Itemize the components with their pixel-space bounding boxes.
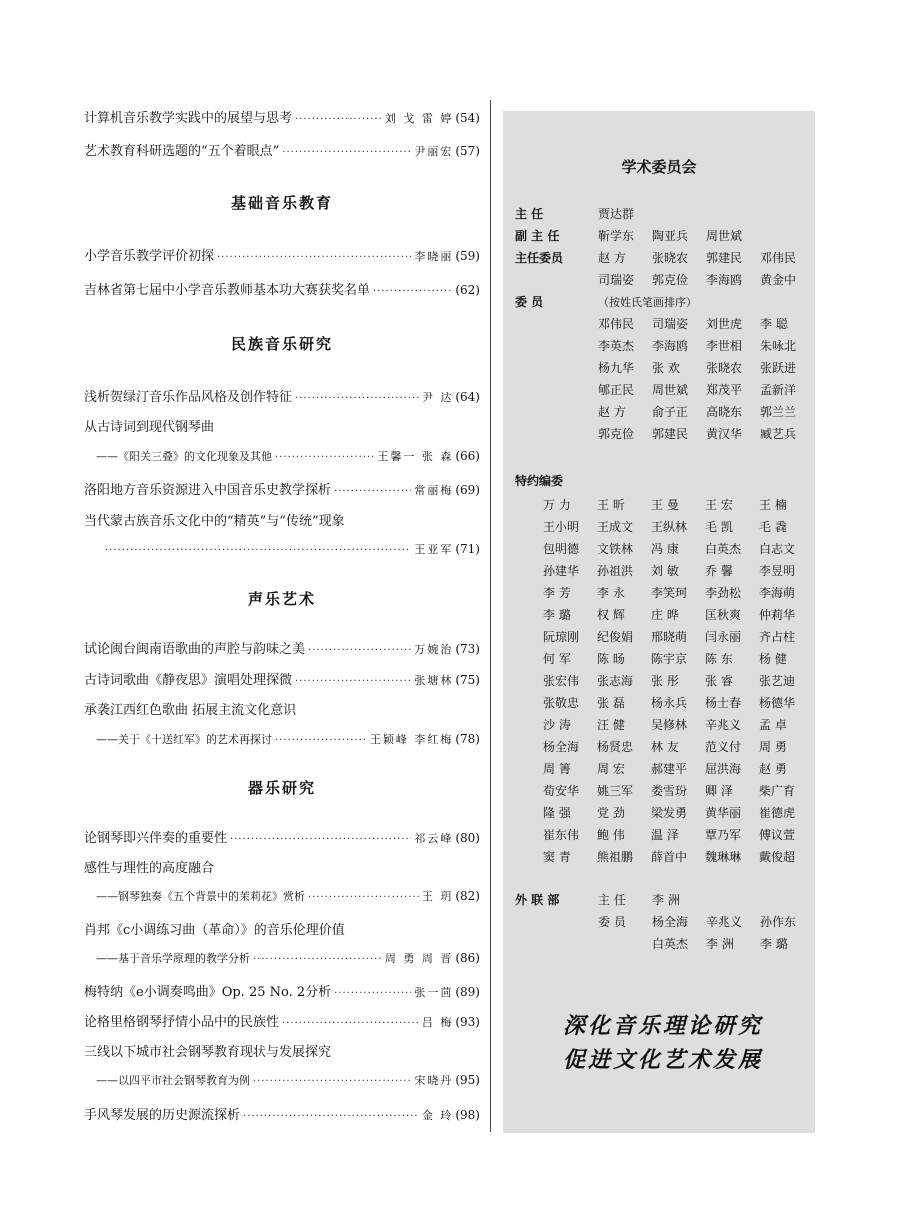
person-name: 郭克俭: [652, 273, 689, 287]
toc-entry[interactable]: [84, 857, 480, 881]
name-row: [543, 782, 813, 804]
person-name: 张宏伟: [543, 674, 580, 688]
person-name: 李 璐: [760, 937, 788, 951]
person-name: 张 欢: [652, 361, 680, 375]
toc-entry[interactable]: [84, 638, 480, 662]
toc-entry[interactable]: [84, 699, 480, 723]
entry-author: 王亚军: [414, 543, 454, 556]
entry-author: 王颖峰 李红梅: [369, 733, 454, 746]
entry-title: 浅析贺绿汀音乐作品风格及创作特征: [84, 390, 293, 405]
person-name: 黄汉华: [706, 427, 743, 441]
person-name: 李 聪: [760, 317, 788, 331]
editors-list: [543, 496, 813, 870]
entry-subtitle: ——以四平市社会钢琴教育为例: [96, 1074, 250, 1087]
person-name: 靳学东: [598, 229, 635, 243]
toc-entry[interactable]: [84, 919, 480, 943]
person-name: 孙祖洪: [597, 564, 634, 578]
slogan-line: 促进文化艺术发展: [562, 1048, 763, 1073]
person-name: 王小明: [543, 520, 580, 534]
name-row: [652, 935, 814, 952]
name-row: [598, 381, 814, 398]
person-name: 王 昕: [597, 498, 625, 512]
person-name: 汪 健: [597, 718, 625, 732]
person-name: 梁发勇: [651, 806, 688, 820]
name-row: [543, 826, 813, 848]
person-name: 张 彤: [651, 674, 679, 688]
name-row: [598, 249, 814, 266]
name-row: [543, 628, 813, 650]
person-name: 郭克俭: [598, 427, 635, 441]
role-label: 主 任: [598, 893, 626, 907]
person-name: 孟 卓: [759, 718, 787, 732]
person-name: 张志海: [597, 674, 634, 688]
person-name: 陶亚兵: [652, 229, 689, 243]
toc-subentry[interactable]: [84, 950, 480, 974]
toc-entry[interactable]: [84, 479, 480, 503]
person-name: 李劲松: [705, 586, 742, 600]
person-name: 司瑞姿: [652, 317, 689, 331]
entry-author: 李晓丽: [414, 250, 454, 263]
entry-subtitle: ——基于音乐学原理的教学分析: [96, 952, 250, 965]
toc-subentry[interactable]: [84, 448, 480, 472]
person-name: 毛 凯: [705, 520, 733, 534]
person-name: 王 楠: [759, 498, 787, 512]
toc-entry[interactable]: [84, 386, 480, 410]
entry-title: 计算机音乐教学实践中的展望与思考: [84, 111, 293, 126]
entry-author: 王 玥: [421, 890, 454, 903]
entry-title: 当代蒙古族音乐文化中的“精英”与“传统”现象: [84, 514, 345, 529]
person-name: 朱咏北: [760, 339, 797, 353]
entry-page: (62): [455, 283, 480, 297]
person-name: 柴广育: [759, 784, 796, 798]
entry-title: 手风琴发展的历史源流探析: [84, 1108, 241, 1123]
person-name: 赵 方: [598, 405, 626, 419]
person-name: 郑茂平: [706, 383, 743, 397]
person-name: 陈 东: [705, 652, 733, 666]
toc-entry[interactable]: [84, 827, 480, 851]
person-name: 周世斌: [652, 383, 689, 397]
entry-author: 刘 戈 雷 婷: [384, 112, 454, 125]
person-name: 李海鸥: [652, 339, 689, 353]
name-row: [598, 227, 760, 244]
person-name: 张跃进: [760, 361, 797, 375]
entry-page: (75): [455, 673, 480, 687]
column-divider: [490, 100, 491, 1132]
name-row: [543, 584, 813, 606]
role-label: 委 员: [598, 915, 626, 929]
name-row: [598, 425, 814, 442]
person-name: 薛首中: [651, 850, 688, 864]
entry-title: 三线以下城市社会钢琴教育现状与发展探究: [84, 1045, 332, 1060]
entry-title: 论格里格钢琴抒情小品中的民族性: [84, 1015, 280, 1030]
entry-title: 论钢琴即兴伴奏的重要性: [84, 831, 228, 846]
person-name: 郭建民: [706, 251, 743, 265]
person-name: 张敬忠: [543, 696, 580, 710]
person-name: 李英杰: [598, 339, 635, 353]
person-name: 郭兰兰: [760, 405, 797, 419]
toc-subentry[interactable]: [84, 541, 480, 565]
entry-title: 梅特纳《e小调奏鸣曲》Op. 25 No. 2分析: [84, 985, 332, 1000]
entry-title: 承袭江西红色歌曲 拓展主流文化意识: [84, 703, 297, 718]
person-name: 吴修林: [651, 718, 688, 732]
name-row: [598, 337, 814, 354]
entry-page: (59): [455, 249, 480, 263]
toc-subentry[interactable]: [84, 1072, 480, 1096]
entry-title: 古诗词歌曲《静夜思》演唱处理探微: [84, 673, 293, 688]
entry-page: (57): [455, 144, 480, 158]
entry-author: 张塘林: [414, 674, 454, 687]
person-name: 卿 泽: [705, 784, 733, 798]
toc-entry[interactable]: [84, 1041, 480, 1065]
person-name: 阮琼刚: [543, 630, 580, 644]
person-name: 鲍 伟: [597, 828, 625, 842]
name-row: [543, 694, 813, 716]
role-label: 主任委员: [515, 251, 564, 265]
sort-note: （按姓氏笔画排序）: [598, 296, 697, 309]
editorial-board-panel: [503, 111, 815, 1133]
person-name: 姚三军: [597, 784, 634, 798]
toc-entry[interactable]: [84, 1011, 480, 1035]
person-name: 荀安华: [543, 784, 580, 798]
person-name: 乔 馨: [705, 564, 733, 578]
entry-title: 感性与理性的高度融合: [84, 861, 215, 876]
person-name: 周 勇: [759, 740, 787, 754]
entry-author: 尹 达: [421, 391, 454, 404]
person-name: 李海鸥: [706, 273, 743, 287]
person-name: 周 箐: [543, 762, 571, 776]
person-name: 杨 健: [759, 652, 787, 666]
entry-title: 从古诗词到现代钢琴曲: [84, 420, 215, 435]
entry-page: (69): [455, 483, 480, 497]
person-name: 王成文: [597, 520, 634, 534]
entry-author: 王馨一 张 森: [377, 450, 454, 463]
person-name: 邓伟民: [760, 251, 797, 265]
person-name: 杨贤忠: [597, 740, 634, 754]
person-name: 李海萌: [759, 586, 796, 600]
person-name: 周 宏: [597, 762, 625, 776]
name-row: [543, 606, 813, 628]
person-name: 杨德华: [759, 696, 796, 710]
name-row: [598, 205, 652, 222]
name-row: [543, 518, 813, 540]
person-name: 杨永兵: [651, 696, 688, 710]
name-row: [543, 496, 813, 518]
person-name: 党 劲: [597, 806, 625, 820]
entry-author: 金 玲: [421, 1109, 454, 1122]
person-name: 李昱明: [759, 564, 796, 578]
person-name: 林 友: [651, 740, 679, 754]
person-name: 王 宏: [705, 498, 733, 512]
person-name: 张晓农: [706, 361, 743, 375]
person-name: 文铁林: [597, 542, 634, 556]
person-name: 杨士春: [705, 696, 742, 710]
name-row: [598, 913, 814, 930]
person-name: 孟新洋: [760, 383, 797, 397]
person-name: 赵 勇: [759, 762, 787, 776]
person-name: 范义付: [705, 740, 742, 754]
person-name: 贾达群: [598, 207, 635, 221]
name-row: [543, 848, 813, 870]
entry-page: (89): [455, 985, 480, 999]
entry-author: 宋晓丹: [414, 1074, 454, 1087]
person-name: 戴俊超: [759, 850, 796, 864]
entry-subtitle: ——关于《十送红军》的艺术再探讨: [96, 733, 272, 746]
entry-page: (86): [455, 951, 480, 965]
entry-page: (80): [455, 831, 480, 845]
entry-author: 吕 梅: [421, 1016, 454, 1029]
person-name: 闫永丽: [705, 630, 742, 644]
person-name: 熊祖鹏: [597, 850, 634, 864]
person-name: 郇正民: [598, 383, 635, 397]
name-row: [598, 315, 814, 332]
person-name: 匡秋爽: [705, 608, 742, 622]
name-row: [543, 760, 813, 782]
person-name: 邢晓萌: [651, 630, 688, 644]
entry-author: 祁云峰: [414, 832, 454, 845]
entry-page: (54): [455, 111, 480, 125]
entry-title: 艺术教育科研选题的“五个着眼点”: [84, 144, 280, 159]
name-row: [543, 716, 813, 738]
toc-subentry[interactable]: [84, 731, 480, 755]
person-name: 傅议萱: [759, 828, 796, 842]
entry-title: 试论闽台闽南语歌曲的声腔与韵味之美: [84, 642, 306, 657]
name-row: [543, 562, 813, 584]
toc-entry[interactable]: [84, 279, 480, 303]
person-name: 辛兆义: [705, 718, 742, 732]
person-name: 李世相: [706, 339, 743, 353]
entry-title: 小学音乐教学评价初探: [84, 249, 215, 264]
person-name: 黄华丽: [705, 806, 742, 820]
toc-subentry[interactable]: [84, 888, 480, 912]
person-name: 张晓农: [652, 251, 689, 265]
person-name: 陈 旸: [597, 652, 625, 666]
person-name: 杨九华: [598, 361, 635, 375]
entry-subtitle: ——《阳关三叠》的文化现象及其他: [96, 450, 272, 463]
person-name: 邓伟民: [598, 317, 635, 331]
person-name: 纪俊娟: [597, 630, 634, 644]
entry-page: (82): [455, 889, 480, 903]
entry-author: 尹丽宏: [414, 145, 454, 158]
person-name: 毛 毳: [759, 520, 787, 534]
person-name: 魏琳琳: [705, 850, 742, 864]
toc-entry[interactable]: [84, 1104, 480, 1128]
person-name: 沙 涛: [543, 718, 571, 732]
toc-entry[interactable]: [84, 416, 480, 440]
person-name: 刘 敏: [651, 564, 679, 578]
person-name: 王纵林: [651, 520, 688, 534]
person-name: 白英杰: [705, 542, 742, 556]
person-name: 温 泽: [651, 828, 679, 842]
person-name: 李笑珂: [651, 586, 688, 600]
person-name: 仲莉华: [759, 608, 796, 622]
person-name: 高晓东: [706, 405, 743, 419]
person-name: 杨全海: [543, 740, 580, 754]
name-row: [598, 271, 814, 288]
person-name: 包明德: [543, 542, 580, 556]
person-name: 司瑞姿: [598, 273, 635, 287]
person-name: 孙建华: [543, 564, 580, 578]
entry-title: 肖邦《c小调练习曲（革命）》的音乐伦理价值: [84, 923, 345, 938]
person-name: 臧艺兵: [760, 427, 797, 441]
name-row: [543, 804, 813, 826]
person-name: 张 睿: [705, 674, 733, 688]
entry-title: 吉林省第七届中小学音乐教师基本功大赛获奖名单: [84, 283, 371, 298]
person-name: 李 璐: [543, 608, 571, 622]
toc-entry[interactable]: [84, 510, 480, 534]
slogan-line: 深化音乐理论研究: [562, 1014, 763, 1039]
entry-author: 万婉治: [414, 643, 454, 656]
person-name: 庄 晔: [651, 608, 679, 622]
role-label: 外 联 部: [515, 893, 560, 907]
toc-entry[interactable]: [84, 669, 480, 693]
person-name: 万 力: [543, 498, 571, 512]
person-name: 白志文: [759, 542, 796, 556]
toc-entry[interactable]: [84, 140, 480, 164]
person-name: 杨全海: [652, 915, 689, 929]
entry-page: (98): [455, 1108, 480, 1122]
name-row: [543, 540, 813, 562]
role-label: 委 员: [515, 295, 544, 309]
entry-page: (73): [455, 642, 480, 656]
name-row: [598, 359, 814, 376]
person-name: 白英杰: [652, 937, 689, 951]
name-row: [598, 891, 706, 908]
name-row: [543, 738, 813, 760]
person-name: 覃乃军: [705, 828, 742, 842]
person-name: 刘世虎: [706, 317, 743, 331]
person-name: 李 芳: [543, 586, 571, 600]
entry-page: (78): [455, 732, 480, 746]
person-name: 何 军: [543, 652, 571, 666]
person-name: 张艺迪: [759, 674, 796, 688]
name-row: [598, 403, 814, 420]
person-name: 俞子正: [652, 405, 689, 419]
person-name: 崔德虎: [759, 806, 796, 820]
section-heading: 基础音乐教育: [230, 194, 333, 212]
person-name: 张 磊: [597, 696, 625, 710]
person-name: 辛兆义: [706, 915, 743, 929]
entry-page: (93): [455, 1015, 480, 1029]
entry-page: (66): [455, 449, 480, 463]
section-heading: 器乐研究: [247, 779, 316, 797]
entry-author: 常丽梅: [414, 484, 454, 497]
person-name: 孙作东: [760, 915, 797, 929]
person-name: 隆 强: [543, 806, 571, 820]
committee-title: 学术委员会: [621, 158, 697, 176]
person-name: 周世斌: [706, 229, 743, 243]
entry-page: (95): [455, 1073, 480, 1087]
entry-page: (64): [455, 390, 480, 404]
entry-subtitle: ——钢琴独奏《五个背景中的茉莉花》赏析: [96, 890, 305, 903]
person-name: 李 洲: [652, 893, 680, 907]
person-name: 崔东伟: [543, 828, 580, 842]
person-name: 王 曼: [651, 498, 679, 512]
entry-author: 周 勇 周 晋: [384, 952, 454, 965]
person-name: 权 辉: [597, 608, 625, 622]
name-row: [543, 650, 813, 672]
person-name: 冯 康: [651, 542, 679, 556]
person-name: 郭建民: [652, 427, 689, 441]
person-name: 李 洲: [706, 937, 734, 951]
role-label: 特约编委: [515, 474, 564, 488]
person-name: 郝建平: [651, 762, 688, 776]
person-name: 窦 青: [543, 850, 571, 864]
section-heading: 民族音乐研究: [230, 335, 333, 353]
person-name: 屈洪海: [705, 762, 742, 776]
entry-author: 张一茴: [414, 986, 454, 999]
person-name: 齐占柱: [759, 630, 796, 644]
role-label: 主 任: [515, 207, 544, 221]
toc-entry[interactable]: [84, 245, 480, 269]
person-name: 赵 方: [598, 251, 626, 265]
section-heading: 声乐艺术: [247, 590, 316, 608]
person-name: 李 永: [597, 586, 625, 600]
toc-entry[interactable]: [84, 981, 480, 1005]
entry-title: 洛阳地方音乐资源进入中国音乐史教学探析: [84, 483, 332, 498]
toc-entry[interactable]: [84, 107, 480, 131]
role-label: 副 主 任: [515, 229, 560, 243]
entry-page: (71): [455, 542, 480, 556]
person-name: 陈宇京: [651, 652, 688, 666]
person-name: 黄金中: [760, 273, 797, 287]
person-name: 娄雪玢: [651, 784, 688, 798]
name-row: [543, 672, 813, 694]
